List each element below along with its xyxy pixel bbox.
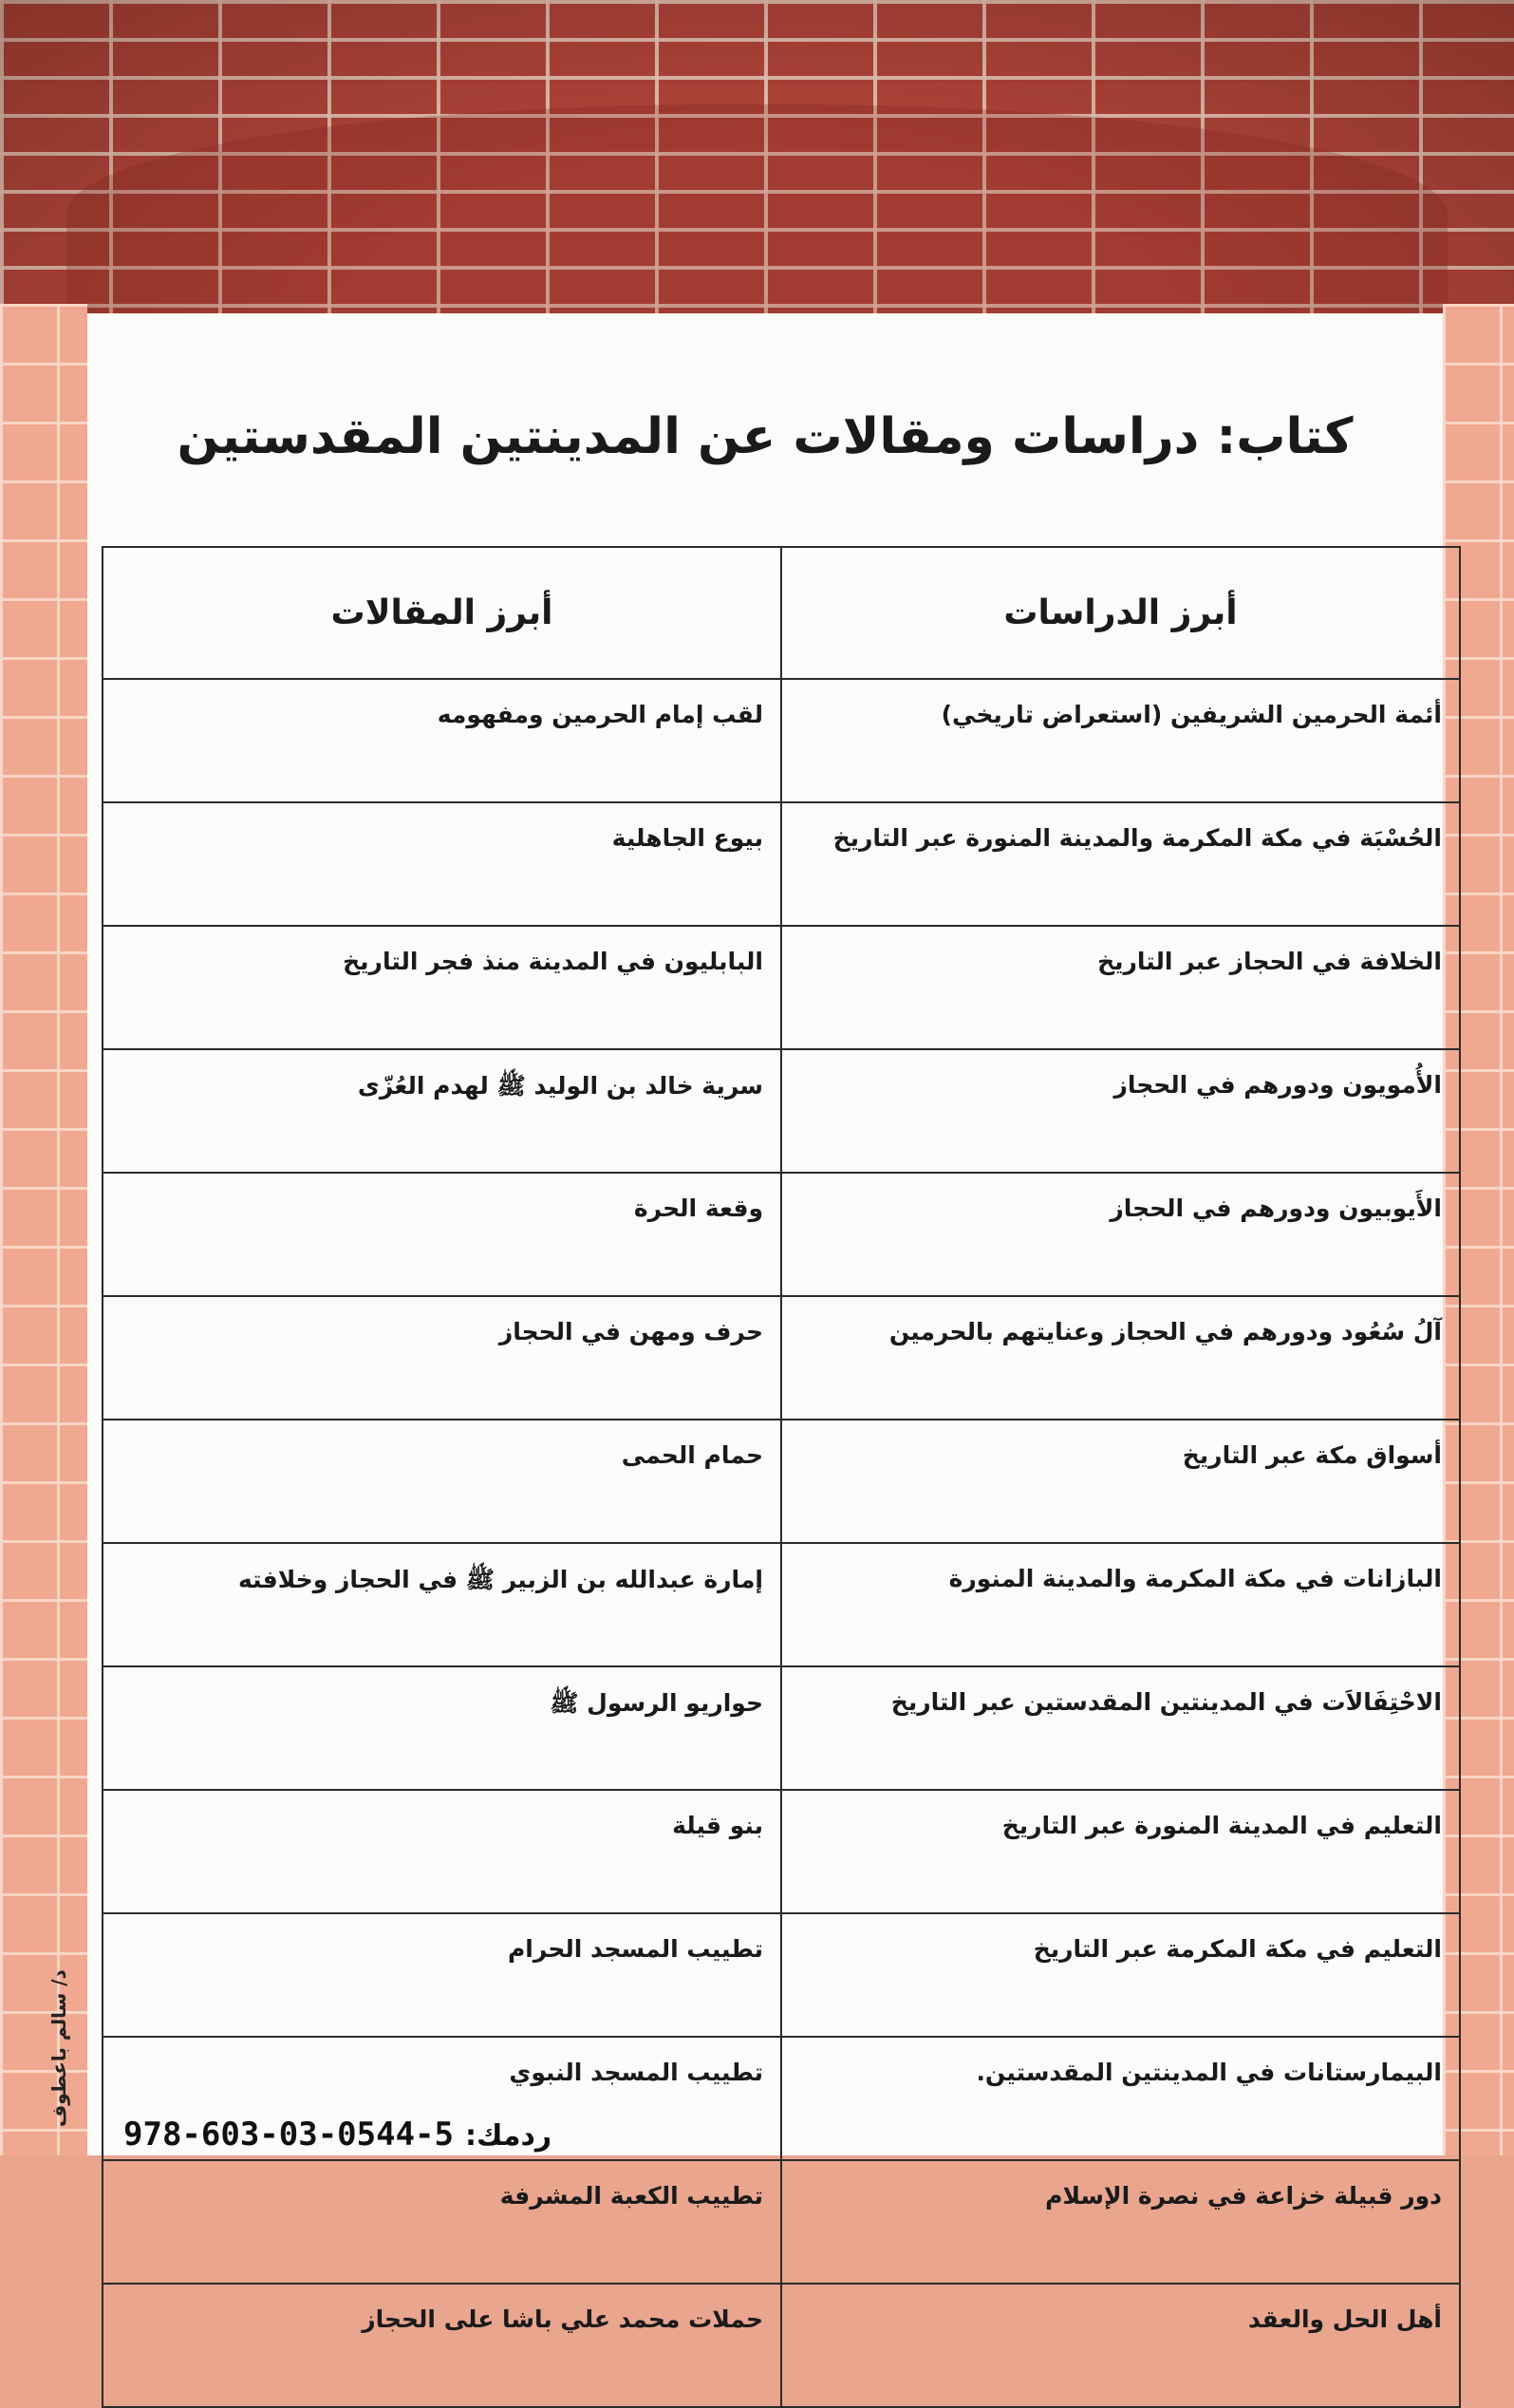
article-cell: تطييب المسجد النبوي [103,2037,781,2160]
article-cell: إمارة عبدالله بن الزبير ﷺ في الحجاز وخلافته [103,1543,781,1666]
studies-header: أبرز الدراسات [781,547,1460,679]
study-cell: الخلافة في الحجاز عبر التاريخ [781,926,1460,1049]
study-cell: دور قبيلة خزاعة في نصرة الإسلام [781,2160,1460,2284]
table-row [103,2284,1460,2407]
table-row [103,1543,1460,1666]
article-cell: بيوع الجاهلية [103,802,781,926]
article-cell: تطييب الكعبة المشرفة [103,2160,781,2284]
study-cell: أهل الحل والعقد [781,2284,1460,2407]
book-title: كتاب: دراسات ومقالات عن المدينتين المقدستين [177,408,1354,465]
table-row [103,1296,1460,1420]
study-cell: البازانات في مكة المكرمة والمدينة المنورة [781,1543,1460,1666]
table-row [103,1049,1460,1173]
table-row [103,1666,1460,1790]
study-cell: التعليم في مكة المكرمة عبر التاريخ [781,1913,1460,2037]
articles-header: أبرز المقالات [103,547,781,679]
article-cell: تطييب المسجد الحرام [103,1913,781,2037]
article-cell: بنو قيلة [103,1790,781,1913]
table-row [103,1913,1460,2037]
article-cell: وقعة الحرة [103,1173,781,1296]
isbn-line [123,2116,551,2154]
isbn-number: 978-603-03-0544-5 [123,2116,454,2154]
table-header-row [103,547,1460,679]
article-cell: سرية خالد بن الوليد ﷺ لهدم العُزّى [103,1049,781,1173]
study-cell: الأُمويون ودورهم في الحجاز [781,1049,1460,1173]
article-cell: حواريو الرسول ﷺ [103,1666,781,1790]
table-row [103,1173,1460,1296]
study-cell: آلُ سُعُود ودورهم في الحجاز وعنايتهم بالحرمين [781,1296,1460,1420]
isbn-label: ردمك: [465,2119,552,2153]
table-row [103,1790,1460,1913]
study-cell: التعليم في المدينة المنورة عبر التاريخ [781,1790,1460,1913]
article-cell: لقب إمام الحرمين ومفهومه [103,679,781,802]
article-cell: حملات محمد علي باشا على الحجاز [103,2284,781,2407]
left-tile-border [0,304,87,2155]
article-cell: حمام الحمى [103,1420,781,1543]
side-credit: د/ سالم باعطوف [47,1969,70,2127]
table-row [103,2160,1460,2284]
table-row [103,679,1460,802]
study-cell: أسواق مكة عبر التاريخ [781,1420,1460,1543]
content-panel [87,313,1443,2333]
study-cell: الاحْتِفَالاَت في المدينتين المقدستين عبر التاريخ [781,1666,1460,1790]
article-cell: حرف ومهن في الحجاز [103,1296,781,1420]
study-cell: الأَيوبيون ودورهم في الحجاز [781,1173,1460,1296]
table-row [103,802,1460,926]
table-row [103,1420,1460,1543]
study-cell: أئمة الحرمين الشريفين (استعراض تاريخي) [781,679,1460,802]
study-cell: الحُسْبَة في مكة المكرمة والمدينة المنورة عبر التاريخ [781,802,1460,926]
article-cell: البابليون في المدينة منذ فجر التاريخ [103,926,781,1049]
study-cell: البيمارستانات في المدينتين المقدستين. [781,2037,1460,2160]
table-row [103,926,1460,1049]
